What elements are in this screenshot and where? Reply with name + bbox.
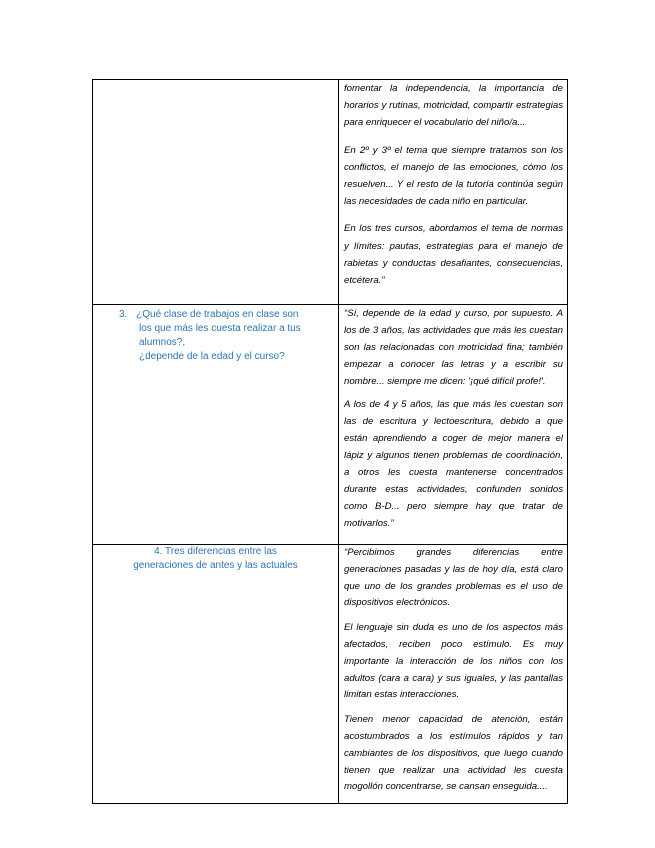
question-cell [93,80,339,305]
table-row [93,80,568,305]
answer-cell [339,305,568,545]
question-cell [93,545,339,804]
table-row [93,545,568,804]
question-line: ¿Qué clase de trabajos en clase son [136,309,299,320]
answer-paragraph: En 2º y 3º el tema que siempre tratamos son los conflictos, el manejo de las emociones, cómo los resuelven... Y el resto de la tutoría continúa según las necesidades de cada niño en particular. [344,144,563,208]
answer-paragraph: En los tres cursos, abordamos el tema de normas y límites: pautas, estrategias para el manejo de rabietas y conductas desafiantes, consecuencias, etcétera.” [344,223,563,287]
table-row [93,305,568,545]
interview-table [92,79,568,804]
answer-cell [339,545,568,804]
answer-paragraph: A los de 4 y 5 años, las que más les cuestan son las de escritura y lectoescritura, debido a que están aprendiendo a coger de mejor manera el lápiz y algunos tienen problemas de coordinación, a otros les cuesta mantenerse concentrados durante estas actividades, confunden sonidos como B-D... pero siempre hay que tratar de motivarlos.” [344,399,563,529]
question-number: 3. [119,309,128,320]
question-line: alumnos?, [139,337,186,348]
answer-paragraph: fomentar la independencia, la importancia de horarios y rutinas, motricidad, compartir estrategias para enriquecer el vocabulario del niño/a... [344,83,563,129]
question-line: generaciones de antes y las actuales [133,560,298,571]
question-line: 4. Tres diferencias entre las [154,546,277,557]
answer-paragraph: “Sí, depende de la edad y curso, por supuesto. A los de 3 años, las actividades que más les cuestan son las relacionadas con motricidad fina; también empezar a conocer las letras y a escribir su nombre... siempre me dicen: '¡qué difícil profe!'. [344,308,563,387]
answer-cell [339,80,568,305]
answer-paragraph: Tienen menor capacidad de atención, están acostumbrados a los estímulos rápidos y tan cambiantes de los dispositivos, que luego cuando tienen que realizar una actividad les cuesta mogollón concentrarse, se cansan enseguida.... [344,714,563,793]
question-line: ¿depende de la edad y el curso? [139,351,285,362]
answer-paragraph: “Percibimos grandes diferencias entre generaciones pasadas y las de hoy día, está claro que uno de los grandes problemas es el uso de dispositivos electrónicos. [344,547,563,609]
question-line: los que más les cuesta realizar a tus [139,323,301,334]
question-cell [93,305,339,545]
answer-paragraph: El lenguaje sin duda es uno de los aspectos más afectados, reciben poco estímulo. Es muy importante la interacción de los niños con los adultos (cara a cara) y sus iguales, y las pantallas limitan estas interacciones. [344,622,563,701]
